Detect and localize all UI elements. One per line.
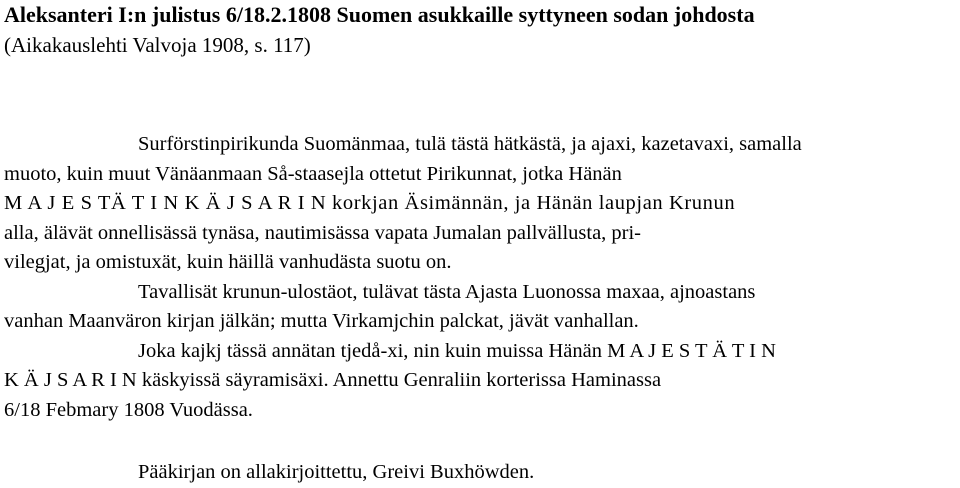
text-line: Tavallisät krunun-ulostäot, tulävat tästa Ajasta Luonossa maxaa, ajnoastans [138, 280, 756, 303]
text-line: K Ä J S A R I N käskyissä säyramisäxi. Annettu Genraliin korterissa Haminassa [4, 369, 662, 391]
proclamation-text [4, 130, 956, 425]
text-line: vanhan Maanväron kirjan jälkän; mutta Virkamjchin palckat, jävät vanhallan. [4, 310, 639, 332]
document-subtitle: (Aikakauslehti Valvoja 1908, s. 117) [4, 33, 311, 57]
text-line: muoto, kuin muut Vänäanmaan Så-staasejla ottetut Pirikunnat, jotka Hänän [4, 162, 622, 185]
document-title: Aleksanteri I:n julistus 6/18.2.1808 Suomen asukkaille syttyneen sodan johdosta [4, 2, 755, 27]
document [4, 0, 956, 488]
text-line: 6/18 Febmary 1808 Vuodässa. [4, 398, 253, 421]
text-line: vilegjat, ja omistuxät, kuin häillä vanhudästa suotu on. [4, 251, 452, 273]
text-line: Joka kajkj tässä annätan tjedå-xi, nin kuin muissa Hänän M A J E S T Ä T I N [138, 339, 776, 362]
signature-line: Pääkirjan on allakirjoittettu, Greivi Buxhöwden. [138, 461, 535, 483]
text-line: alla, älävät onnellisässä tynäsa, nautimisässa vapata Jumalan pallvällusta, pri- [4, 221, 642, 244]
text-line: Surförstinpirikunda Suomänmaa, tulä tästä hätkästä, ja ajaxi, kazetavaxi, samalla [138, 133, 802, 155]
text-line: M A J E S TÄ T I N K Ä J S A R I N korkjan Äsimännän, ja Hänän laupjan Krunun [4, 192, 736, 214]
